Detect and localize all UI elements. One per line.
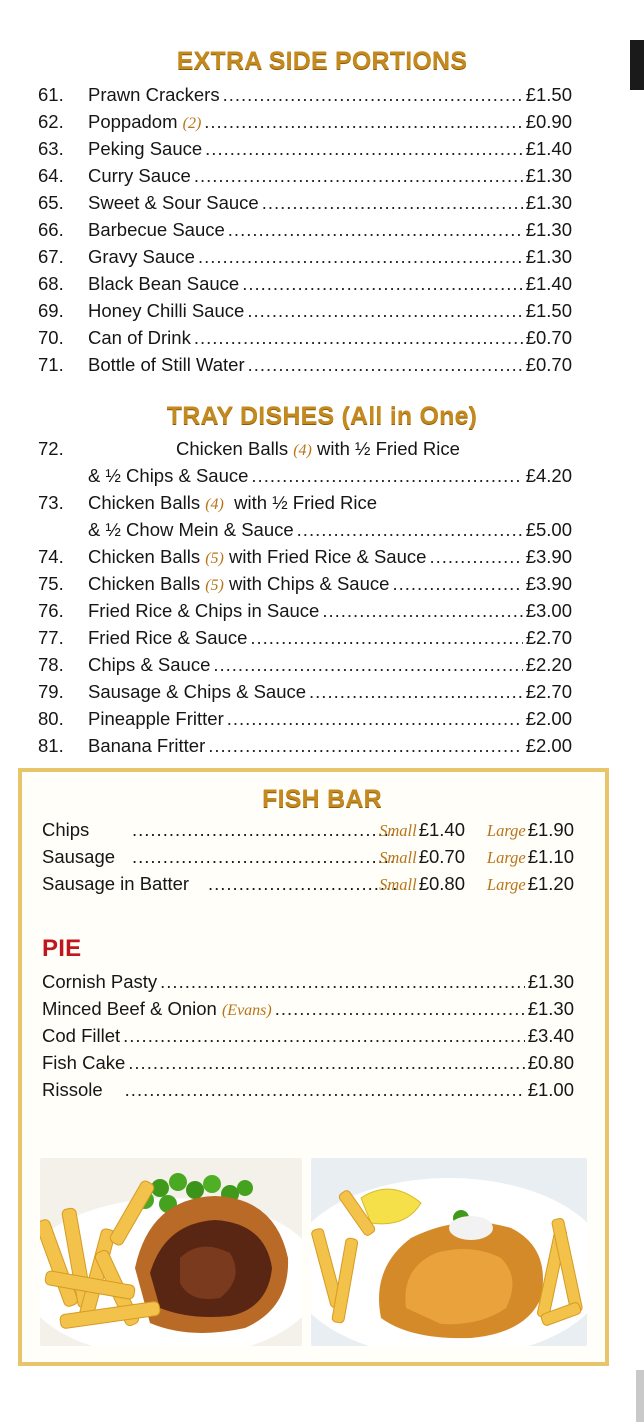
item-number: 81. — [38, 735, 64, 756]
item-quantity: (4) — [293, 442, 312, 459]
item-name: Chicken Balls — [176, 438, 289, 459]
menu-item — [38, 489, 572, 516]
item-price: £0.80 — [418, 873, 465, 894]
size-label: Large — [486, 848, 526, 867]
item-name-cont: with ½ Fried Rice — [234, 492, 378, 513]
item-name: Peking Sauce — [88, 138, 203, 159]
menu-item — [38, 189, 572, 216]
dot-leader — [227, 705, 523, 732]
item-number: 61. — [38, 84, 64, 105]
item-number: 63. — [38, 138, 64, 159]
item-name: Chicken Balls — [88, 546, 201, 567]
item-number: 74. — [38, 546, 64, 567]
dot-leader — [123, 1022, 525, 1049]
dot-leader — [128, 1049, 524, 1076]
dot-leader — [213, 651, 522, 678]
menu-item — [38, 732, 572, 759]
menu-item — [38, 162, 572, 189]
item-name: Banana Fritter — [88, 735, 206, 756]
item-number: 67. — [38, 246, 64, 267]
item-name: Prawn Crackers — [88, 84, 220, 105]
item-price: £1.20 — [527, 873, 574, 894]
pie-item — [42, 1076, 574, 1103]
item-name: Minced Beef & Onion — [42, 998, 217, 1019]
item-name: Cod Fillet — [42, 1025, 121, 1046]
item-number: 73. — [38, 492, 64, 513]
item-price: £3.40 — [527, 1025, 574, 1046]
fish-bar-item — [42, 843, 574, 870]
menu-item — [38, 435, 572, 462]
item-name: Sweet & Sour Sauce — [88, 192, 259, 213]
item-number: 79. — [38, 681, 64, 702]
dot-leader — [205, 135, 523, 162]
item-number: 72. — [38, 438, 64, 459]
menu-item — [38, 570, 572, 597]
dot-leader — [198, 243, 523, 270]
item-number: 80. — [38, 708, 64, 729]
item-price: £1.40 — [525, 273, 572, 294]
extra-side-heading: EXTRA SIDE PORTIONS — [176, 47, 468, 75]
item-name: Fish Cake — [42, 1052, 126, 1073]
item-price: £1.40 — [525, 138, 572, 159]
item-note: (Evans) — [221, 1002, 272, 1019]
item-number: 68. — [38, 273, 64, 294]
large-price — [472, 843, 574, 871]
pie-item — [42, 1049, 574, 1076]
item-number: 78. — [38, 654, 64, 675]
dot-leader — [250, 624, 522, 651]
item-name: Fried Rice & Sauce — [88, 627, 248, 648]
item-price: £1.30 — [525, 192, 572, 213]
dot-leader — [228, 216, 523, 243]
item-name: Poppadom — [88, 111, 178, 132]
menu-item — [38, 81, 572, 108]
item-price: £1.30 — [525, 246, 572, 267]
dot-leader — [392, 570, 522, 597]
item-price: £1.40 — [418, 819, 465, 840]
item-number: 70. — [38, 327, 64, 348]
item-number: 71. — [38, 354, 64, 375]
menu-item-line2 — [38, 516, 572, 543]
item-price: £3.90 — [525, 546, 572, 567]
menu-item — [38, 624, 572, 651]
item-price: £1.30 — [527, 971, 574, 992]
menu-item — [38, 108, 572, 135]
pie-item — [42, 968, 574, 995]
item-name-cont: with ½ Fried Rice — [317, 438, 460, 459]
item-name-cont: with Fried Rice & Sauce — [229, 546, 427, 567]
item-name: Chips — [42, 819, 90, 840]
item-price: £0.80 — [527, 1052, 574, 1073]
item-name: Black Bean Sauce — [88, 273, 240, 294]
size-label: Small — [379, 821, 417, 840]
menu-item — [38, 297, 572, 324]
scan-edge-mark — [636, 1370, 644, 1422]
item-price: £2.20 — [525, 654, 572, 675]
item-quantity: (2) — [182, 115, 202, 132]
menu-item — [38, 243, 572, 270]
item-number: 75. — [38, 573, 64, 594]
menu-item — [38, 543, 572, 570]
dot-leader — [160, 968, 525, 995]
pie-item — [42, 1022, 574, 1049]
item-quantity: (5) — [205, 577, 224, 594]
item-name: Sausage — [42, 846, 116, 867]
dot-leader — [275, 995, 525, 1022]
menu-item — [38, 135, 572, 162]
item-name: Rissole — [42, 1079, 103, 1100]
size-label: Large — [486, 821, 526, 840]
menu-item — [38, 651, 572, 678]
dot-leader — [251, 462, 522, 489]
fish-bar-heading: FISH BAR — [262, 785, 382, 813]
item-number: 64. — [38, 165, 64, 186]
item-price: £1.90 — [527, 819, 574, 840]
item-quantity: (5) — [205, 550, 224, 567]
menu-item — [38, 351, 572, 378]
item-name-cont: with Chips & Sauce — [229, 573, 390, 594]
menu-item — [38, 678, 572, 705]
item-name: Curry Sauce — [88, 165, 191, 186]
menu-item — [38, 324, 572, 351]
item-name: Gravy Sauce — [88, 246, 195, 267]
menu-item — [38, 216, 572, 243]
fish-bar-item — [42, 870, 574, 897]
item-number: 76. — [38, 600, 64, 621]
item-name: Sausage in Batter — [42, 873, 190, 894]
dot-leader — [248, 351, 523, 378]
item-price: £2.00 — [525, 708, 572, 729]
menu-item — [38, 270, 572, 297]
item-price: £1.10 — [527, 846, 574, 867]
dot-leader — [309, 678, 523, 705]
item-price: £2.70 — [525, 627, 572, 648]
item-number: 69. — [38, 300, 64, 321]
size-label: Small — [379, 875, 417, 894]
item-name: Honey Chilli Sauce — [88, 300, 245, 321]
small-price — [355, 843, 465, 871]
menu-item-line2 — [38, 462, 572, 489]
item-name: Fried Rice & Chips in Sauce — [88, 600, 320, 621]
item-price: £2.00 — [525, 735, 572, 756]
item-name: Can of Drink — [88, 327, 191, 348]
dot-leader — [194, 324, 523, 351]
dot-leader — [204, 108, 522, 135]
item-name-cont: & ½ Chips & Sauce — [88, 465, 249, 486]
small-price — [355, 870, 465, 898]
large-price — [472, 870, 574, 898]
item-name: Barbecue Sauce — [88, 219, 225, 240]
pie-item — [42, 995, 574, 1022]
size-label: Small — [379, 848, 417, 867]
item-price: £0.70 — [525, 354, 572, 375]
item-price: £1.30 — [525, 165, 572, 186]
fish-and-chips-photo — [311, 1158, 587, 1346]
item-name: Chicken Balls — [88, 573, 201, 594]
dot-leader — [322, 597, 522, 624]
item-price: £5.00 — [525, 519, 572, 540]
item-price: £4.20 — [525, 465, 572, 486]
item-price: £2.70 — [525, 681, 572, 702]
menu-item — [38, 705, 572, 732]
item-name: Sausage & Chips & Sauce — [88, 681, 307, 702]
dot-leader — [429, 543, 522, 570]
dot-leader — [242, 270, 523, 297]
item-price: £1.50 — [525, 84, 572, 105]
item-price: £0.90 — [525, 111, 572, 132]
item-name-cont: & ½ Chow Mein & Sauce — [88, 519, 294, 540]
item-name: Chips & Sauce — [88, 654, 211, 675]
dot-leader — [262, 189, 523, 216]
menu-item — [38, 597, 572, 624]
item-number: 62. — [38, 111, 64, 132]
small-price — [355, 816, 465, 844]
dot-leader — [297, 516, 523, 543]
tray-dishes-heading: TRAY DISHES (All in One) — [166, 402, 478, 430]
dot-leader — [125, 1076, 525, 1103]
item-name: Chicken Balls — [88, 492, 201, 513]
fish-and-chips-image — [311, 1158, 587, 1346]
item-quantity: (4) — [205, 496, 224, 513]
item-price: £3.90 — [525, 573, 572, 594]
dot-leader — [208, 732, 522, 759]
dot-leader — [194, 162, 523, 189]
pie-heading: PIE — [42, 935, 82, 962]
item-price: £0.70 — [418, 846, 465, 867]
item-number: 77. — [38, 627, 64, 648]
size-label: Large — [486, 875, 526, 894]
item-price: £1.00 — [527, 1079, 574, 1100]
item-price: £0.70 — [525, 327, 572, 348]
item-name: Bottle of Still Water — [88, 354, 245, 375]
item-price: £1.30 — [525, 219, 572, 240]
dot-leader — [247, 297, 522, 324]
pie-and-chips-photo — [40, 1158, 302, 1346]
fish-bar-item — [42, 816, 574, 843]
pie-and-chips-image — [40, 1158, 302, 1346]
item-price: £1.30 — [527, 998, 574, 1019]
item-number: 66. — [38, 219, 64, 240]
item-price: £1.50 — [525, 300, 572, 321]
item-name: Cornish Pasty — [42, 971, 158, 992]
item-price: £3.00 — [525, 600, 572, 621]
item-number: 65. — [38, 192, 64, 213]
large-price — [472, 816, 574, 844]
dot-leader — [223, 81, 523, 108]
item-name: Pineapple Fritter — [88, 708, 224, 729]
